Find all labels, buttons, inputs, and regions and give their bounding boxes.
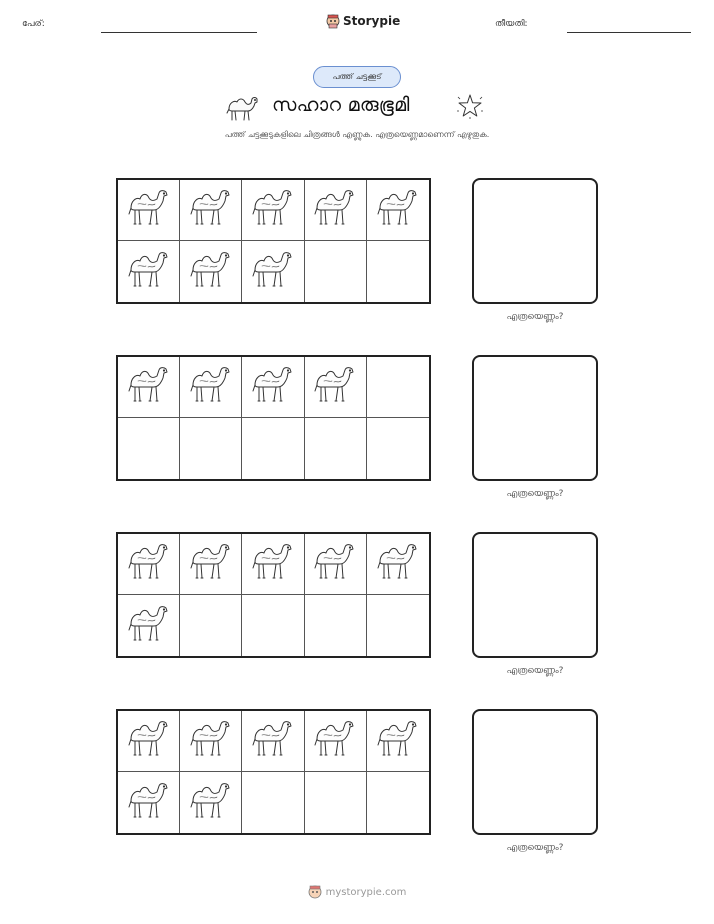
frame-cell xyxy=(180,711,242,772)
frame-cell xyxy=(305,595,367,656)
answer-box-1[interactable] xyxy=(472,178,598,304)
topic-badge: പത്ത് ചട്ടക്കൂട് xyxy=(313,66,401,88)
camel-icon xyxy=(188,363,234,411)
ten-frame-3 xyxy=(116,532,431,658)
frame-cell xyxy=(367,241,429,302)
camel-icon xyxy=(225,94,261,126)
frame-cell xyxy=(305,180,367,241)
camel-icon xyxy=(375,186,421,234)
answer-box-4[interactable] xyxy=(472,709,598,835)
camel-icon xyxy=(126,717,172,765)
ten-frame-1 xyxy=(116,178,431,304)
frame-cell xyxy=(367,711,429,772)
frame-cell xyxy=(367,180,429,241)
footer-url: mystorypie.com xyxy=(325,886,407,898)
frame-cell xyxy=(242,711,304,772)
camel-icon xyxy=(126,248,172,296)
brand-name: Storypie xyxy=(343,14,401,28)
frame-cell xyxy=(180,241,242,302)
camel-icon xyxy=(312,717,358,765)
frame-cell xyxy=(180,595,242,656)
camel-icon xyxy=(126,779,172,827)
camel-icon xyxy=(188,779,234,827)
camel-icon xyxy=(126,540,172,588)
camel-icon xyxy=(250,248,296,296)
camel-icon xyxy=(188,186,234,234)
frame-cell xyxy=(180,772,242,833)
frame-cell xyxy=(305,418,367,479)
camel-icon xyxy=(126,363,172,411)
frame-cell xyxy=(367,595,429,656)
frame-cell xyxy=(305,357,367,418)
name-label: പേര്: xyxy=(22,19,45,29)
title-row xyxy=(0,92,714,124)
frame-cell xyxy=(367,534,429,595)
frame-cell xyxy=(118,595,180,656)
instruction-text: പത്ത് ചട്ടക്കൂടുകളിലെ ചിത്രങ്ങൾ എണ്ണുക. എത്രയെണ്ണമാണെന്ന് എഴുതുക. xyxy=(224,130,490,139)
frame-cell xyxy=(118,534,180,595)
frame-cell xyxy=(367,772,429,833)
frame-cell xyxy=(180,534,242,595)
frame-cell xyxy=(118,180,180,241)
frame-cell xyxy=(305,772,367,833)
camel-icon xyxy=(188,717,234,765)
frame-cell xyxy=(242,180,304,241)
question-label-2: എത്രയെണ്ണം? xyxy=(506,489,564,499)
camel-icon xyxy=(312,363,358,411)
camel-icon xyxy=(126,186,172,234)
frame-cell xyxy=(305,711,367,772)
question-label-4: എത്രയെണ്ണം? xyxy=(506,843,564,853)
camel-icon xyxy=(250,717,296,765)
storypie-mascot-icon xyxy=(326,13,340,29)
frame-cell xyxy=(305,534,367,595)
camel-icon xyxy=(250,540,296,588)
date-line[interactable] xyxy=(567,32,691,33)
frame-cell xyxy=(118,418,180,479)
name-line[interactable] xyxy=(101,32,257,33)
frame-cell xyxy=(180,418,242,479)
camel-icon xyxy=(250,186,296,234)
answer-box-2[interactable] xyxy=(472,355,598,481)
camel-icon xyxy=(188,540,234,588)
date-label: തീയതി: xyxy=(495,19,528,29)
frame-cell xyxy=(305,241,367,302)
question-label-1: എത്രയെണ്ണം? xyxy=(506,312,564,322)
star-icon xyxy=(456,94,484,124)
camel-icon xyxy=(312,186,358,234)
brand-logo xyxy=(326,13,400,29)
camel-icon xyxy=(126,602,172,650)
frame-cell xyxy=(367,357,429,418)
storypie-mascot-icon xyxy=(308,884,322,900)
camel-icon xyxy=(375,717,421,765)
frame-cell xyxy=(242,595,304,656)
frame-cell xyxy=(367,418,429,479)
frame-cell xyxy=(118,241,180,302)
frame-cell xyxy=(118,711,180,772)
footer xyxy=(0,884,714,900)
frame-cell xyxy=(242,772,304,833)
frame-cell xyxy=(242,418,304,479)
camel-icon xyxy=(312,540,358,588)
camel-icon xyxy=(188,248,234,296)
ten-frame-2 xyxy=(116,355,431,481)
camel-icon xyxy=(375,540,421,588)
camel-icon xyxy=(250,363,296,411)
frame-cell xyxy=(242,241,304,302)
frame-cell xyxy=(118,772,180,833)
frame-cell xyxy=(242,534,304,595)
page-title: സഹാറ മരുഭൂമി xyxy=(272,94,410,116)
frame-cell xyxy=(180,180,242,241)
question-label-3: എത്രയെണ്ണം? xyxy=(506,666,564,676)
answer-box-3[interactable] xyxy=(472,532,598,658)
ten-frame-4 xyxy=(116,709,431,835)
frame-cell xyxy=(180,357,242,418)
frame-cell xyxy=(118,357,180,418)
frame-cell xyxy=(242,357,304,418)
